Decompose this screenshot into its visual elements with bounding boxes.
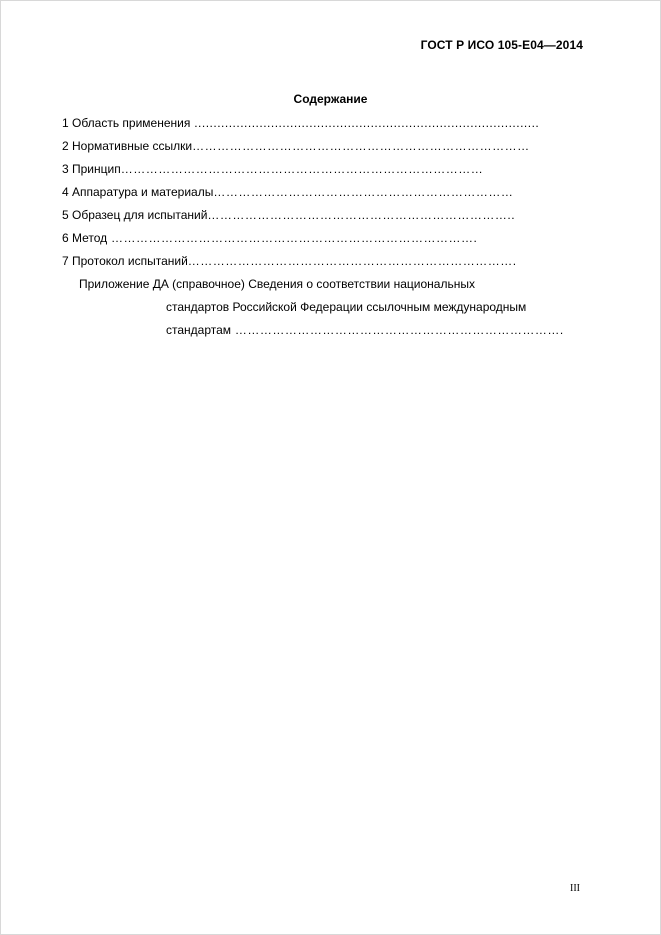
toc-item-4[interactable] xyxy=(62,185,565,199)
toc-appendix-line-1[interactable]: Приложение ДА (справочное) Сведения о соответствии национальных xyxy=(79,277,475,291)
toc-leader: ……………………………………………………………………. xyxy=(231,323,564,337)
toc-leader: ……………………………………………………………………… xyxy=(192,139,530,153)
toc-item-label: 1 Область применения xyxy=(62,116,191,130)
toc-item-3[interactable] xyxy=(62,162,561,176)
toc-item-6[interactable] xyxy=(62,231,562,245)
toc-item-label: стандартам xyxy=(166,323,232,337)
toc-item-2[interactable] xyxy=(62,139,562,153)
toc-item-label: 4 Аппаратура и материалы xyxy=(62,185,214,199)
toc-leader: …………………………………………………………………………… xyxy=(120,162,484,176)
toc-item-label: 5 Образец для испытаний xyxy=(62,208,208,222)
toc-item-7[interactable] xyxy=(62,254,567,268)
toc-item-label: 3 Принцип xyxy=(62,162,121,176)
toc-item-label: 2 Нормативные ссылки xyxy=(62,139,193,153)
toc-item-label: 6 Метод xyxy=(62,231,108,245)
toc-leader: ……………………………………………………………… xyxy=(213,185,514,199)
toc-leader: .......................................................................................... xyxy=(190,116,540,130)
toc-leader: ……………………………………………………………….. xyxy=(207,208,516,222)
toc-leader: ……………………………………………………………………. xyxy=(187,254,517,268)
toc-appendix-line-2[interactable]: стандартов Российской Федерации ссылочным международным xyxy=(166,300,527,314)
toc-item-5[interactable] xyxy=(62,208,567,222)
toc-appendix-line-3[interactable] xyxy=(166,323,584,337)
toc-title: Содержание xyxy=(293,92,368,106)
page-number: III xyxy=(570,883,580,894)
toc-item-label: 7 Протокол испытаний xyxy=(62,254,188,268)
toc-leader: ……………………………………………………………………………. xyxy=(107,231,478,245)
toc-item-1[interactable] xyxy=(62,116,562,130)
document-code: ГОСТ Р ИСО 105-Е04—2014 xyxy=(420,38,583,52)
